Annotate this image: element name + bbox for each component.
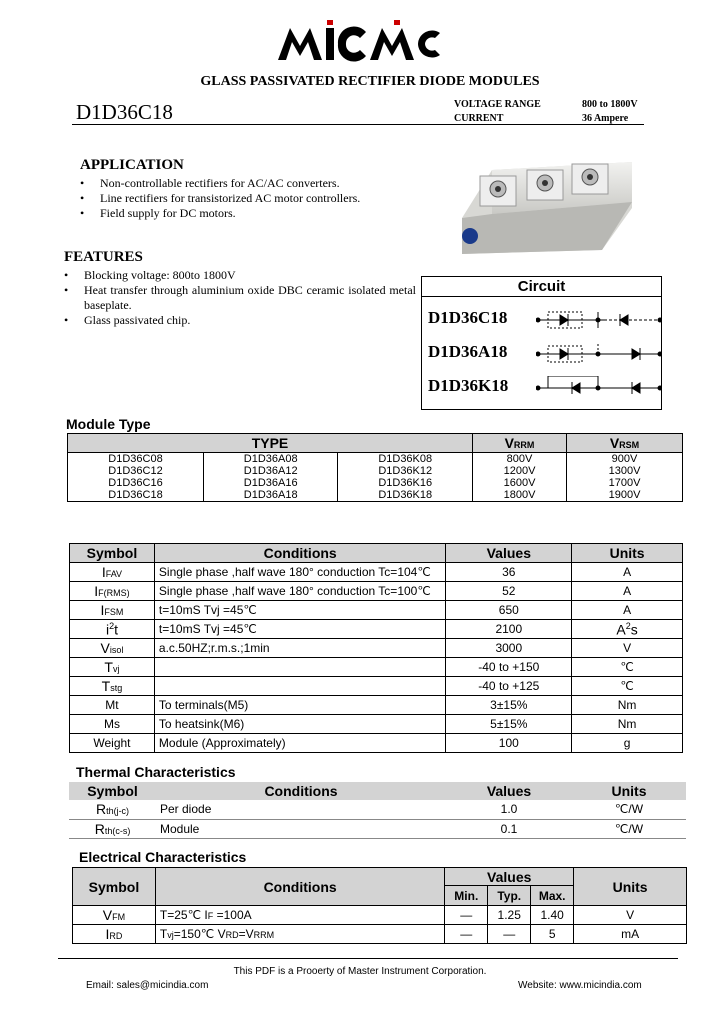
document-title: GLASS PASSIVATED RECTIFIER DIODE MODULES: [200, 74, 540, 89]
column-header-vrsm: VRSM: [567, 434, 683, 453]
table-row: Rth(c-s) Module 0.1 ℃/W: [69, 819, 686, 838]
table-row: Weight Module (Approximately) 100 g: [70, 734, 683, 753]
circuit-panel: [421, 276, 662, 410]
column-header: Conditions: [156, 782, 446, 800]
column-header: Symbol: [69, 782, 156, 800]
list-item: • Blocking voltage: 800to 1800V: [64, 268, 416, 283]
spec-value-current: 36 Ampere: [582, 113, 629, 124]
table-row: Mt To terminals(M5) 3±15% Nm: [70, 696, 683, 715]
circuit-row: [428, 376, 660, 400]
module-type-table: [67, 433, 683, 502]
list-item: • Non-controllable rectifiers for AC/AC converters.: [80, 176, 400, 191]
spec-label-current: CURRENT: [454, 113, 504, 124]
table-row: D1D36C18 D1D36A18 D1D36K18 1800V 1900V: [68, 489, 683, 502]
features-heading: FEATURES: [64, 249, 143, 265]
table-row: IRD Tvj=150℃ VRD=VRRM — — 5 mA: [73, 925, 687, 944]
column-subheader: Min.: [445, 886, 488, 906]
thermal-table: [69, 782, 686, 839]
circuit-label: D1D36C18: [428, 308, 508, 327]
list-item: • Line rectifiers for transistorized AC motor controllers.: [80, 191, 400, 206]
company-logo: [270, 20, 440, 64]
table-row: IFAV Single phase ,half wave 180° conduction Tc=104℃ 36 A: [70, 563, 683, 582]
column-header: Units: [572, 544, 683, 563]
column-header-vrrm: VRRM: [473, 434, 567, 453]
column-header: Values: [446, 544, 572, 563]
ratings-table: [69, 543, 683, 753]
application-heading: APPLICATION: [80, 157, 184, 173]
column-header: Symbol: [70, 544, 155, 563]
circuit-a-symbol: [536, 342, 662, 366]
part-number: D1D36C18: [76, 100, 173, 124]
column-header: TYPE: [68, 434, 473, 453]
column-header: Symbol: [73, 868, 156, 906]
table-row: Rth(j-c) Per diode 1.0 ℃/W: [69, 800, 686, 819]
table-row: Ms To heatsink(M6) 5±15% Nm: [70, 715, 683, 734]
table-row: IF(RMS) Single phase ,half wave 180° conduction Tc=100℃ 52 A: [70, 582, 683, 601]
footer-notice: This PDF is a Prooerty of Master Instrument Corporation.: [233, 966, 487, 977]
table-row: Tstg -40 to +125 ℃: [70, 677, 683, 696]
footer-website[interactable]: Website: www.micindia.com: [518, 980, 642, 991]
column-subheader: Max.: [531, 886, 574, 906]
electrical-table: [72, 867, 687, 944]
table-row: D1D36C12 D1D36A12 D1D36K12 1200V 1300V: [68, 465, 683, 477]
column-header: Values: [446, 782, 572, 800]
column-header: Conditions: [155, 868, 444, 906]
features-list: [64, 268, 416, 328]
module-type-heading: Module Type: [66, 416, 151, 432]
module-product-image: [452, 158, 642, 258]
column-subheader: Typ.: [488, 886, 531, 906]
application-list: [80, 176, 400, 221]
list-item: • Heat transfer through aluminium oxide DBC ceramic isolated metal baseplate.: [64, 283, 416, 313]
spec-value-voltage: 800 to 1800V: [582, 99, 638, 110]
column-header: Conditions: [154, 544, 446, 563]
circuit-k-symbol: [536, 376, 662, 400]
table-row: $i^2t$ t=10mS Tvj =45℃ 2100 $A^2s$: [70, 620, 683, 639]
circuit-row: [428, 342, 660, 366]
title-rule: [72, 124, 644, 125]
table-row: Tvj -40 to +150 ℃: [70, 658, 683, 677]
column-header: Units: [572, 782, 686, 800]
electrical-heading: Electrical Characteristics: [79, 849, 247, 865]
table-row: VFM T=25℃ IF =100A — 1.25 1.40 V: [73, 906, 687, 925]
spec-label-voltage: VOLTAGE RANGE: [454, 99, 541, 110]
table-row: IFSM t=10mS Tvj =45℃ 650 A: [70, 601, 683, 620]
list-item: • Field supply for DC motors.: [80, 206, 400, 221]
thermal-heading: Thermal Characteristics: [76, 764, 236, 780]
circuit-label: D1D36A18: [428, 342, 508, 361]
circuit-label: D1D36K18: [428, 376, 509, 395]
table-row: Visol a.c.50HZ;r.m.s.;1min 3000 V: [70, 639, 683, 658]
footer-email[interactable]: Email: sales@micindia.com: [86, 980, 209, 991]
circuit-c-symbol: [536, 308, 662, 332]
list-item: • Glass passivated chip.: [64, 313, 416, 328]
circuit-row: [428, 308, 660, 332]
footer-rule: [58, 958, 678, 959]
table-row: D1D36C08 D1D36A08 D1D36K08 800V 900V: [68, 453, 683, 466]
column-header: Units: [574, 868, 687, 906]
column-header: Values: [445, 868, 574, 886]
circuit-heading: Circuit: [422, 276, 661, 297]
table-row: D1D36C16 D1D36A16 D1D36K16 1600V 1700V: [68, 477, 683, 489]
